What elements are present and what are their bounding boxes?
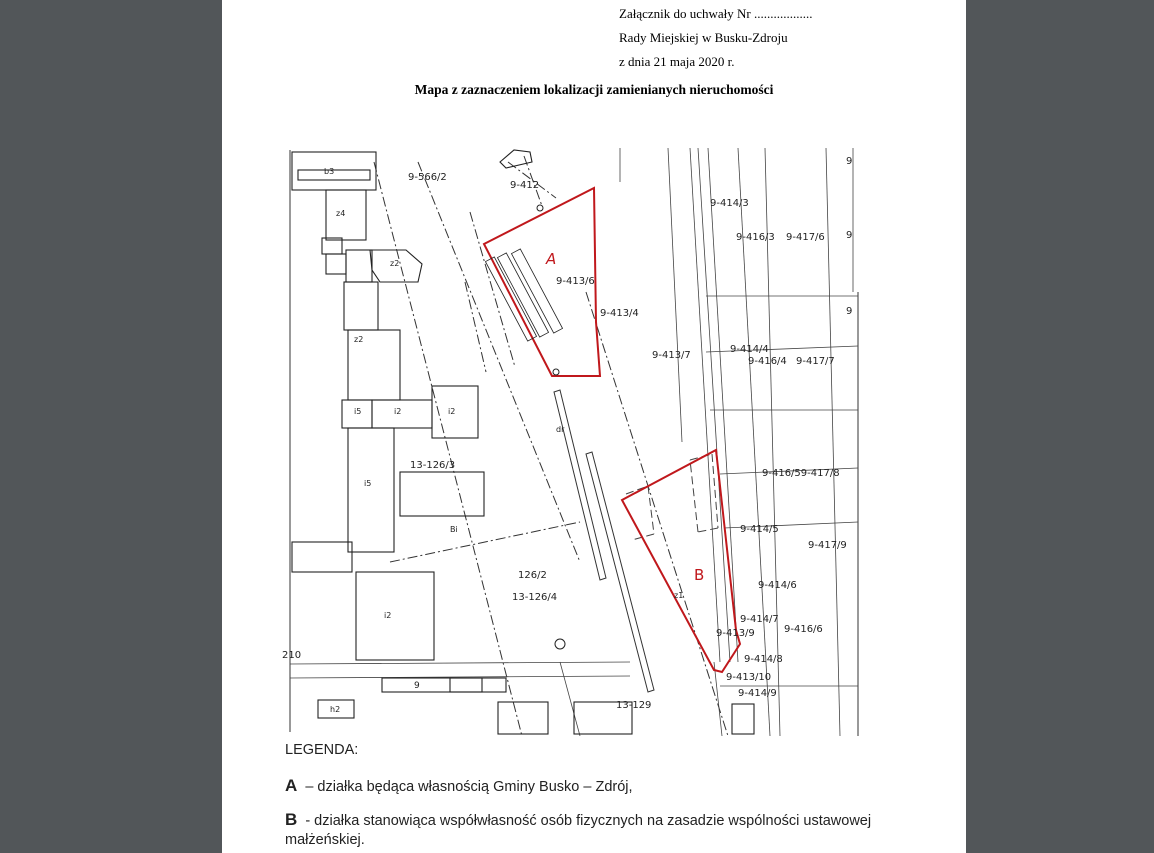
label-126-2: 126/2 [518,570,547,581]
legend-key-b: B [285,810,298,829]
label-edge-9c: 9 [846,306,853,317]
map-symbol [537,205,543,211]
dashed-structures [626,454,718,540]
label-13-126-4: 13-126/4 [512,592,558,603]
legend-item-b [285,810,871,830]
map-title: Mapa z zaznaczeniem lokalizacji zamienianych nieruchomości [414,82,774,97]
label-9-416-59: 9-416/59-417/8 [762,468,840,479]
road-strip [554,390,654,692]
label-i5: i5 [354,407,362,416]
label-9-414-6: 9-414/6 [758,580,797,591]
parcel-a-mark: A [546,250,557,268]
legend-key-a: A [285,776,298,795]
label-9-413-6: 9-413/6 [556,276,595,287]
label-9-414-3: 9-414/3 [710,198,749,209]
label-i2: i2 [394,407,402,416]
label-bi: Bi [450,525,458,534]
label-9-417-7: 9-417/7 [796,356,835,367]
label-9-417-9: 9-417/9 [808,540,847,551]
label-z4: z4 [336,209,346,218]
map-symbol [555,639,565,649]
legend-text-a: – działka będąca własnością Gminy Busko – Zdrój, [305,779,633,795]
label-9-413-10: 9-413/10 [726,672,772,683]
label-i2-c: i2 [384,611,392,620]
label-9-413-9: 9-413/9 [716,628,755,639]
label-z2-b: z2 [354,335,364,344]
label-9-414-9: 9-414/9 [738,688,777,699]
legend-item-a [285,776,633,796]
label-9-413-4: 9-413/4 [600,308,639,319]
label-h2: h2 [330,705,341,714]
label-9-414-4: 9-414/4 [730,344,769,355]
date-line: z dnia 21 maja 2020 r. [619,54,735,69]
label-13-126-3: 13-126/3 [410,460,456,471]
label-9-416-3: 9-416/3 [736,232,775,243]
cadastral-map [270,142,862,736]
label-edge-9b: 9 [846,230,853,241]
label-edge-9a: 9 [846,156,853,167]
label-i5-b: i5 [364,479,372,488]
label-9: 9 [414,681,420,691]
label-z2: z2 [390,259,400,268]
label-i2-b: i2 [448,407,456,416]
legend-heading: LEGENDA: [285,742,359,758]
label-9-414-5: 9-414/5 [740,524,779,535]
legend-text-b: - działka stanowiąca współwłasność osób fizycznych na zasadzie wspólności ustawowej [305,813,872,829]
label-9-412: 9-412 [510,180,540,191]
attachment-line: Załącznik do uchwały Nr .................. [619,6,813,21]
label-9-416-4: 9-416/4 [748,356,787,367]
label-9-414-7: 9-414/7 [740,614,779,625]
buildings [292,150,754,734]
label-9-416-6: 9-416/6 [784,624,823,635]
parcel-b-mark: B [694,566,705,584]
label-210: 210 [282,650,302,661]
map-labels [282,156,852,714]
label-9-417-6: 9-417/6 [786,232,825,243]
legend-text-b-continued: małżeńskiej. [285,832,365,848]
council-line: Rady Miejskiej w Busku-Zdroju [619,30,788,45]
label-z1: z1 [674,591,684,600]
label-dr: dr [556,425,565,434]
label-9-414-8: 9-414/8 [744,654,783,665]
label-9-566-2: 9-566/2 [408,172,447,183]
label-9-413-7: 9-413/7 [652,350,691,361]
label-13-129: 13-129 [616,700,652,711]
document-page [222,0,966,853]
map-symbol [553,369,559,375]
road-boundaries [374,156,728,736]
label-b3: b3 [324,167,335,176]
